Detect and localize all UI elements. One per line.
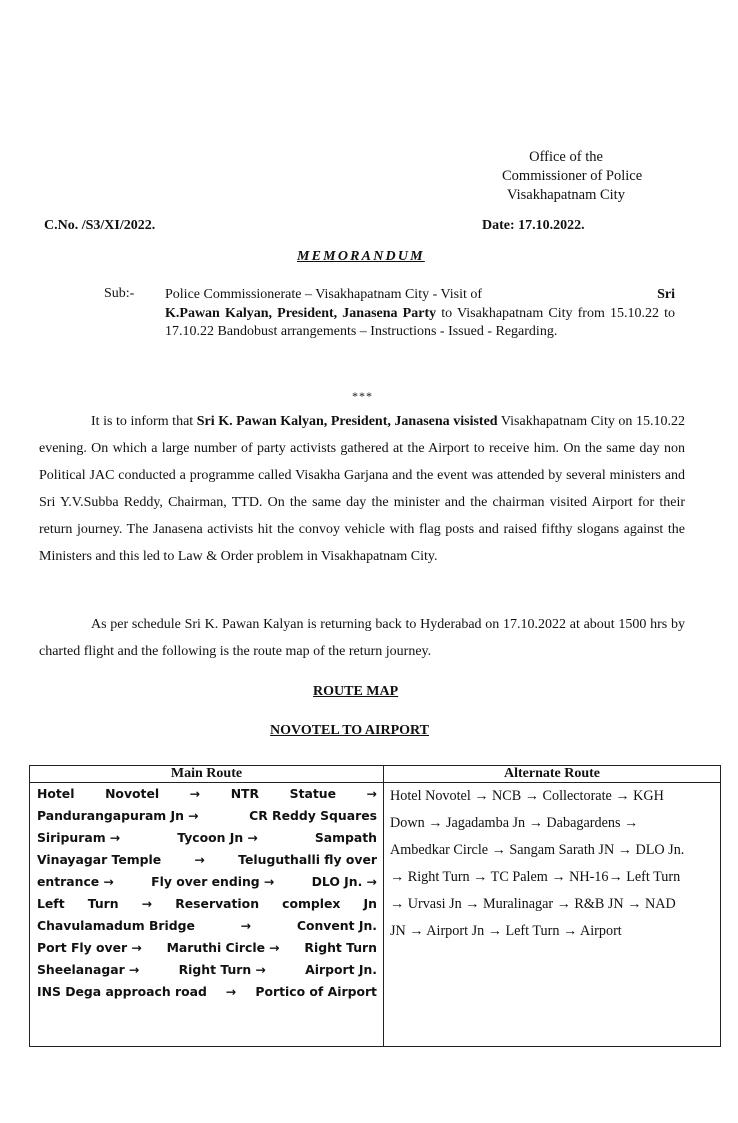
route-map-heading: ROUTE MAP xyxy=(313,684,399,699)
main-route-segment: Sheelanagar → xyxy=(37,962,140,977)
office-line: Office of the xyxy=(529,149,603,165)
main-route-line xyxy=(30,915,383,937)
main-route-segment: Hotel xyxy=(37,786,75,801)
main-route-segment: Teluguthalli fly over xyxy=(238,852,377,867)
subject-sri: Sri xyxy=(657,287,675,302)
main-route-segment: → xyxy=(189,786,201,801)
main-route-header: Main Route xyxy=(30,766,384,783)
main-route-segment: Turn xyxy=(87,896,119,911)
office-line: Visakhapatnam City xyxy=(507,187,625,203)
main-route-line xyxy=(30,959,383,981)
main-route-line xyxy=(30,805,383,827)
alternate-route-segment: → Right Turn → TC Palem → NH-16→ Left Turn xyxy=(390,869,681,885)
main-route-segment: Airport Jn. xyxy=(305,962,377,977)
main-route-segment: NTR xyxy=(230,786,260,801)
alternate-route-segment: → Urvasi Jn → Muralinagar → R&B JN → NAD xyxy=(390,896,676,912)
main-route-segment: Chavulamadum Bridge xyxy=(37,918,195,933)
main-route-line xyxy=(30,827,383,849)
subject-tail: to Visakhapatnam City from 15.10.22 to 17.10.22 Bandobust arrangements – Instructions - Issued - Regarding. xyxy=(165,305,675,339)
main-route-segment: Maruthi Circle → xyxy=(166,940,280,955)
memorandum-title: MEMORANDUM xyxy=(297,249,425,264)
subject-line1: Police Commissionerate – Visakhapatnam City - Visit of xyxy=(165,287,483,302)
main-route-segment: Novotel xyxy=(105,786,160,801)
main-route-segment: → xyxy=(240,918,252,933)
alternate-route-segment: Down → Jagadamba Jn → Dabagardens → xyxy=(390,815,639,831)
alternate-route-line xyxy=(384,810,720,837)
main-route-segment: Portico of Airport xyxy=(255,984,377,999)
main-route-segment: Reservation xyxy=(175,896,260,911)
main-route-line xyxy=(30,871,383,893)
main-route-segment: complex xyxy=(282,896,341,911)
subject-text xyxy=(165,286,675,342)
main-route-segment: → xyxy=(141,896,153,911)
subject-rest xyxy=(165,306,675,340)
main-route-segment: CR Reddy Squares xyxy=(249,808,377,823)
main-route-segment: Convent Jn. xyxy=(296,918,377,933)
main-route-line xyxy=(30,783,383,805)
subject-label: Sub:- xyxy=(104,286,135,301)
main-route-segment: Right Turn → xyxy=(178,962,266,977)
alternate-route-cell xyxy=(384,783,721,1047)
alternate-route-segment: JN → Airport Jn → Left Turn → Airport xyxy=(390,923,622,939)
main-route-segment: Tycoon Jn → xyxy=(177,830,258,845)
main-route-segment: Statue xyxy=(289,786,337,801)
main-route-line xyxy=(30,981,383,1003)
main-route-line xyxy=(30,849,383,871)
main-route-line xyxy=(30,893,383,915)
main-route-segment: entrance → xyxy=(37,874,114,889)
route-subheading: NOVOTEL TO AIRPORT xyxy=(270,723,429,738)
main-route-segment: Vinayagar Temple xyxy=(37,852,162,867)
office-line: Commissioner of Police xyxy=(502,168,643,184)
main-route-segment: Sampath xyxy=(314,830,377,845)
office-address xyxy=(502,148,643,205)
alternate-route-line xyxy=(384,864,720,891)
alternate-route-line xyxy=(384,891,720,918)
alternate-route-segment: Hotel Novotel → NCB → Collectorate → KGH xyxy=(390,788,664,804)
subject-person: K.Pawan Kalyan, President, Janasena Party xyxy=(165,305,437,321)
alternate-route-line xyxy=(384,918,720,945)
main-route-segment: → xyxy=(225,984,237,999)
subject-first-line xyxy=(165,286,675,305)
main-route-segment: → xyxy=(194,852,205,867)
main-route-cell xyxy=(30,783,384,1047)
main-route-segment: Left xyxy=(37,896,65,911)
document-date: Date: 17.10.2022. xyxy=(482,218,585,233)
main-route-segment: DLO Jn. → xyxy=(311,874,377,889)
main-route-segment: Fly over ending → xyxy=(151,874,275,889)
main-route-segment: Right Turn xyxy=(304,940,377,955)
reference-number: C.No. /S3/XI/2022. xyxy=(44,218,156,233)
paragraph-1-bold: Sri K. Pawan Kalyan, President, Janasena visisted xyxy=(196,414,498,429)
main-route-segment: Jn xyxy=(363,896,377,911)
main-route-segment: Pandurangapuram Jn → xyxy=(37,808,199,823)
main-route-segment: Siripuram → xyxy=(37,830,121,845)
alternate-route-header: Alternate Route xyxy=(384,766,721,783)
main-route-line xyxy=(30,937,383,959)
paragraph-1-pre: It is to inform that xyxy=(91,414,197,429)
paragraph-1 xyxy=(39,408,685,570)
main-route-segment: INS Dega approach road xyxy=(37,984,207,999)
main-route-segment: Port Fly over → xyxy=(37,940,142,955)
alternate-route-line xyxy=(384,783,720,810)
paragraph-2: As per schedule Sri K. Pawan Kalyan is returning back to Hyderabad on 17.10.2022 at about 1500 hrs by charted flight and the following is the route map of the return journey. xyxy=(39,617,685,659)
alternate-route-line xyxy=(384,837,720,864)
paragraph-1-post: Visakhapatnam City on 15.10.22 evening. On which a large number of party activists gathered at the Airport to receive him. On the same day non Political JAC conducted a programme called Visakha Garjana and the event was attended by several ministers and Sri Y.V.Subba Reddy, Chairman, TTD. On the same day the minister and the chairman visited Airport for their return journey. The Janasena activists hit the convoy vehicle with flag posts and raised fifthy slogans against the Ministers and this led to Law & Order problem in Visakhapatnam City. xyxy=(39,414,685,564)
separator: *** xyxy=(352,389,373,403)
route-table xyxy=(29,765,721,1047)
main-route-segment: → xyxy=(366,786,377,801)
alternate-route-segment: Ambedkar Circle → Sangam Sarath JN → DLO Jn. xyxy=(390,842,685,858)
